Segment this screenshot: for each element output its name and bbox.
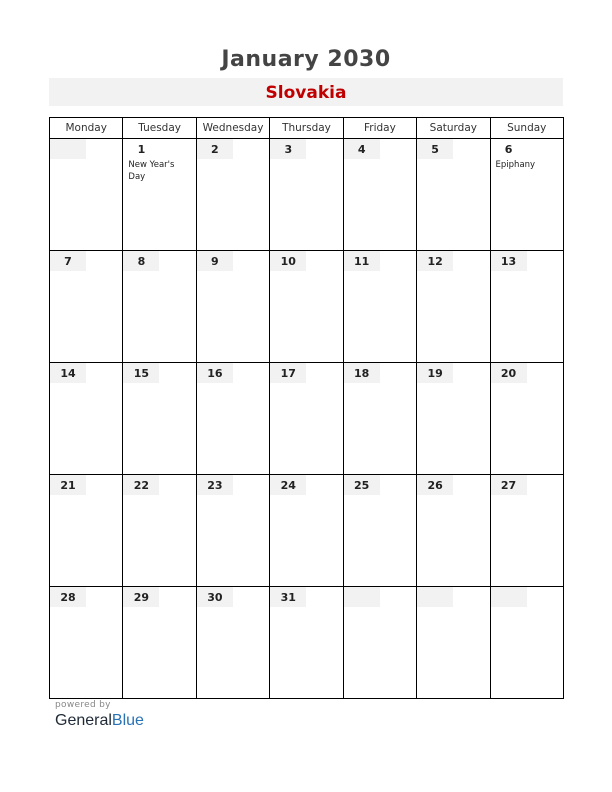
day-number: 7 (50, 251, 86, 271)
weekday-header: Saturday (417, 118, 490, 139)
day-cell (343, 139, 416, 251)
holiday-label: New Year's Day (128, 160, 175, 182)
day-cell (270, 139, 343, 251)
weekday-header: Friday (343, 118, 416, 139)
calendar-grid (49, 117, 564, 699)
day-number: 14 (50, 363, 86, 383)
day-number (344, 587, 380, 607)
day-cell (50, 475, 123, 587)
day-cell (196, 587, 269, 699)
day-cell (270, 587, 343, 699)
weekday-header: Tuesday (123, 118, 196, 139)
day-cell (196, 139, 269, 251)
powered-by-text: powered by (55, 700, 111, 710)
day-number: 4 (344, 139, 380, 159)
day-number: 22 (123, 475, 159, 495)
day-number (417, 587, 453, 607)
calendar-body (50, 139, 564, 699)
day-cell (50, 363, 123, 475)
day-cell (490, 251, 563, 363)
day-cell (270, 251, 343, 363)
day-number (491, 587, 527, 607)
day-cell (270, 363, 343, 475)
day-number: 27 (491, 475, 527, 495)
day-number: 6 (491, 139, 527, 159)
day-cell (50, 587, 123, 699)
day-number: 2 (197, 139, 233, 159)
day-cell (417, 363, 490, 475)
generalblue-logo[interactable] (55, 712, 144, 730)
footer (55, 700, 144, 730)
day-cell (343, 587, 416, 699)
country-banner (49, 78, 563, 106)
day-cell (417, 251, 490, 363)
day-number: 8 (123, 251, 159, 271)
day-number: 17 (270, 363, 306, 383)
day-cell (343, 475, 416, 587)
weekday-header-row (50, 118, 564, 139)
calendar-week-row (50, 139, 564, 251)
day-cell (123, 587, 196, 699)
day-number: 18 (344, 363, 380, 383)
day-number: 12 (417, 251, 453, 271)
calendar-week-row (50, 475, 564, 587)
day-number: 23 (197, 475, 233, 495)
day-number: 16 (197, 363, 233, 383)
day-cell (343, 363, 416, 475)
day-cell (196, 363, 269, 475)
calendar-week-row (50, 363, 564, 475)
day-number: 20 (491, 363, 527, 383)
day-number: 15 (123, 363, 159, 383)
day-number (50, 139, 86, 159)
brand-blue: Blue (111, 712, 144, 729)
day-number: 30 (197, 587, 233, 607)
day-cell (270, 475, 343, 587)
day-number: 3 (270, 139, 306, 159)
day-cell (123, 363, 196, 475)
day-cell (123, 139, 196, 251)
day-cell (196, 251, 269, 363)
weekday-header: Wednesday (196, 118, 269, 139)
day-cell (490, 139, 563, 251)
day-number: 24 (270, 475, 306, 495)
page-title: January 2030 (221, 47, 391, 72)
day-number: 9 (197, 251, 233, 271)
day-number: 11 (344, 251, 380, 271)
day-cell (50, 139, 123, 251)
day-number: 5 (417, 139, 453, 159)
brand-general: General (55, 712, 112, 729)
day-cell (123, 251, 196, 363)
day-cell (490, 587, 563, 699)
day-cell (50, 251, 123, 363)
day-number: 25 (344, 475, 380, 495)
weekday-header: Monday (50, 118, 123, 139)
day-number: 10 (270, 251, 306, 271)
day-number: 19 (417, 363, 453, 383)
day-cell (123, 475, 196, 587)
day-cell (490, 363, 563, 475)
day-number: 13 (491, 251, 527, 271)
weekday-header: Sunday (490, 118, 563, 139)
day-number: 28 (50, 587, 86, 607)
weekday-header: Thursday (270, 118, 343, 139)
day-number: 1 (123, 139, 159, 159)
day-number: 31 (270, 587, 306, 607)
country-name: Slovakia (265, 83, 347, 103)
day-cell (417, 587, 490, 699)
day-number: 29 (123, 587, 159, 607)
day-cell (417, 475, 490, 587)
calendar-week-row (50, 251, 564, 363)
calendar-week-row (50, 587, 564, 699)
day-cell (417, 139, 490, 251)
day-number: 26 (417, 475, 453, 495)
holiday-label: Epiphany (495, 160, 536, 170)
day-cell (490, 475, 563, 587)
day-number: 21 (50, 475, 86, 495)
day-cell (196, 475, 269, 587)
day-cell (343, 251, 416, 363)
